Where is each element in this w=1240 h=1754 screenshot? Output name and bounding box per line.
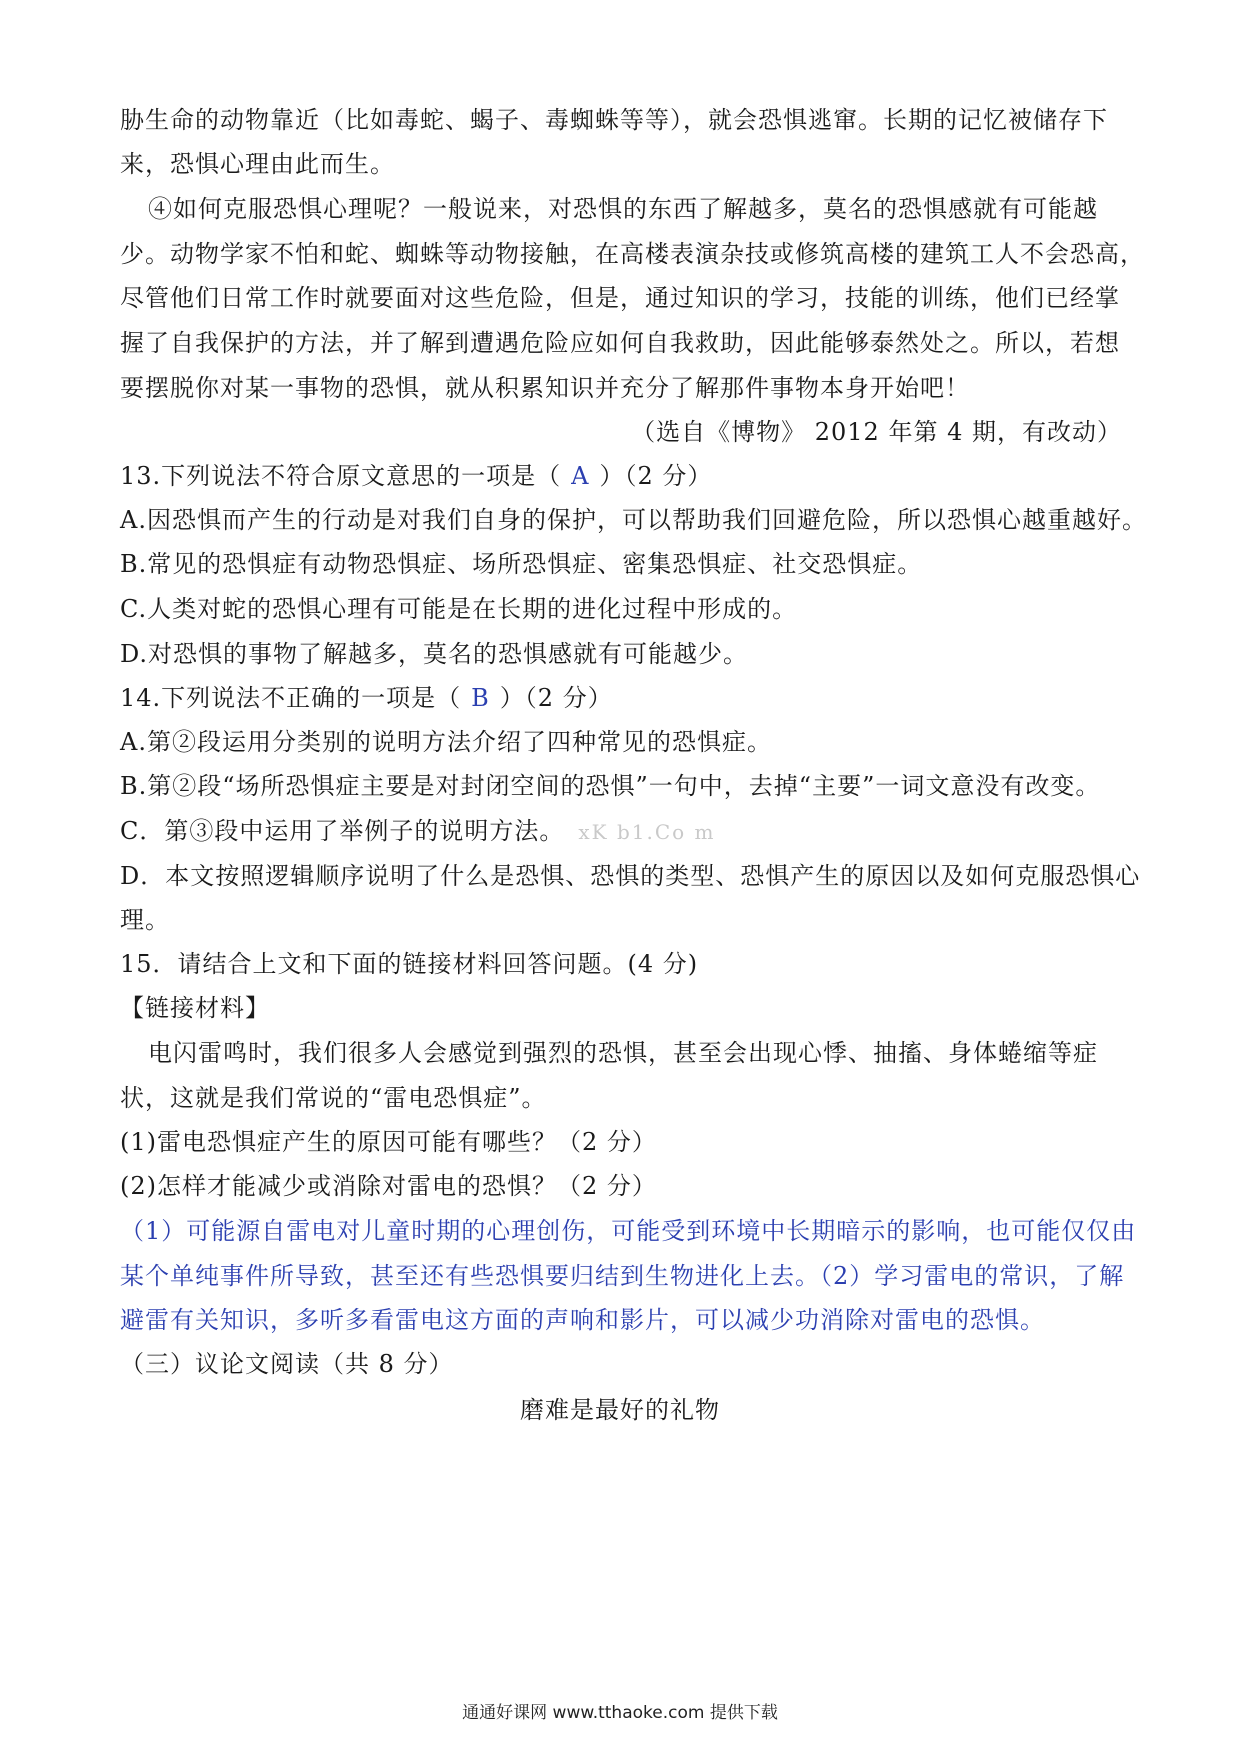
passage-line: 来，恐惧心理由此而生。: [120, 150, 395, 178]
q14-option-a: A.第②段运用分类别的说明方法介绍了四种常见的恐惧症。: [120, 728, 772, 756]
passage-line: 握了自我保护的方法，并了解到遭遇危险应如何自我救助，因此能够泰然处之。所以，若想: [120, 329, 1120, 357]
q14-option-d: D．本文按照逻辑顺序说明了什么是恐惧、恐惧的类型、恐惧产生的原因以及如何克服恐惧心: [120, 862, 1141, 890]
paragraph-4-start: ④如何克服恐惧心理呢？一般说来，对恐惧的东西了解越多，莫名的恐惧感就有可能越: [148, 195, 1098, 223]
page-footer: 通通好课网 www.tthaoke.com 提供下载: [462, 1703, 778, 1723]
passage-line: 胁生命的动物靠近（比如毒蛇、蝎子、毒蜘蛛等等），就会恐惧逃窜。长期的记忆被储存下: [120, 106, 1108, 134]
article-title: 磨难是最好的礼物: [520, 1396, 720, 1424]
link-material-title: 【链接材料】: [120, 994, 270, 1022]
q15-answer-line: 避雷有关知识，多听多看雷电这方面的声响和影片，可以减少功消除对雷电的恐惧。: [120, 1306, 1045, 1334]
link-material-line: 电闪雷鸣时，我们很多人会感觉到强烈的恐惧，甚至会出现心悸、抽搐、身体蜷缩等症: [148, 1039, 1098, 1067]
section-3-heading: （三）议论文阅读（共 8 分）: [120, 1350, 454, 1378]
q15-answer-line: （1）可能源自雷电对儿童时期的心理创伤，可能受到环境中长期暗示的影响，也可能仅仅由: [120, 1217, 1137, 1245]
q14-option-d-cont: 理。: [120, 906, 170, 934]
question-13-stem: [120, 460, 1120, 492]
q13-stem-before: 13.下列说法不符合原文意思的一项是（: [120, 462, 562, 490]
source-citation: （选自《博物》 2012 年第 4 期，有改动）: [631, 418, 1122, 446]
passage-line: 要摆脱你对某一事物的恐惧，就从积累知识并充分了解那件事物本身开始吧！: [120, 374, 970, 402]
q14-option-c: [120, 815, 1120, 847]
q13-option-d: D.对恐惧的事物了解越多，莫名的恐惧感就有可能越少。: [120, 640, 749, 668]
q13-option-c: C.人类对蛇的恐惧心理有可能是在长期的进化过程中形成的。: [120, 595, 798, 623]
watermark-text: xK b1.Co m: [578, 820, 716, 844]
question-14-stem: [120, 682, 1120, 714]
q14-stem-before: 14.下列说法不正确的一项是（: [120, 684, 462, 712]
q15-sub-question-2: (2)怎样才能减少或消除对雷电的恐惧？（2 分）: [120, 1172, 657, 1200]
link-material-line: 状，这就是我们常说的“雷电恐惧症”。: [120, 1084, 547, 1112]
question-15-stem: 15．请结合上文和下面的链接材料回答问题。(4 分): [120, 950, 699, 978]
q13-answer: A: [571, 462, 590, 490]
q13-stem-after: ）（2 分）: [599, 462, 713, 490]
q15-sub-question-1: (1)雷电恐惧症产生的原因可能有哪些？（2 分）: [120, 1128, 657, 1156]
q15-answer-line: 某个单纯事件所导致，甚至还有些恐惧要归结到生物进化上去。（2）学习雷电的常识，了解: [120, 1262, 1125, 1290]
passage-line: 少。动物学家不怕和蛇、蜘蛛等动物接触，在高楼表演杂技或修筑高楼的建筑工人不会恐高，: [120, 240, 1145, 268]
q13-option-b: B.常见的恐惧症有动物恐惧症、场所恐惧症、密集恐惧症、社交恐惧症。: [120, 550, 923, 578]
q14-option-c-text: C．第③段中运用了举例子的说明方法。: [120, 817, 565, 845]
q14-answer: B: [471, 684, 490, 712]
q13-option-a: A.因恐惧而产生的行动是对我们自身的保护，可以帮助我们回避危险，所以恐惧心越重越好。: [120, 506, 1147, 534]
q14-stem-after: ）（2 分）: [499, 684, 613, 712]
q14-option-b: B.第②段“场所恐惧症主要是对封闭空间的恐惧”一句中，去掉“主要”一词文意没有改变。: [120, 772, 1101, 800]
passage-line: 尽管他们日常工作时就要面对这些危险，但是，通过知识的学习，技能的训练，他们已经掌: [120, 284, 1120, 312]
